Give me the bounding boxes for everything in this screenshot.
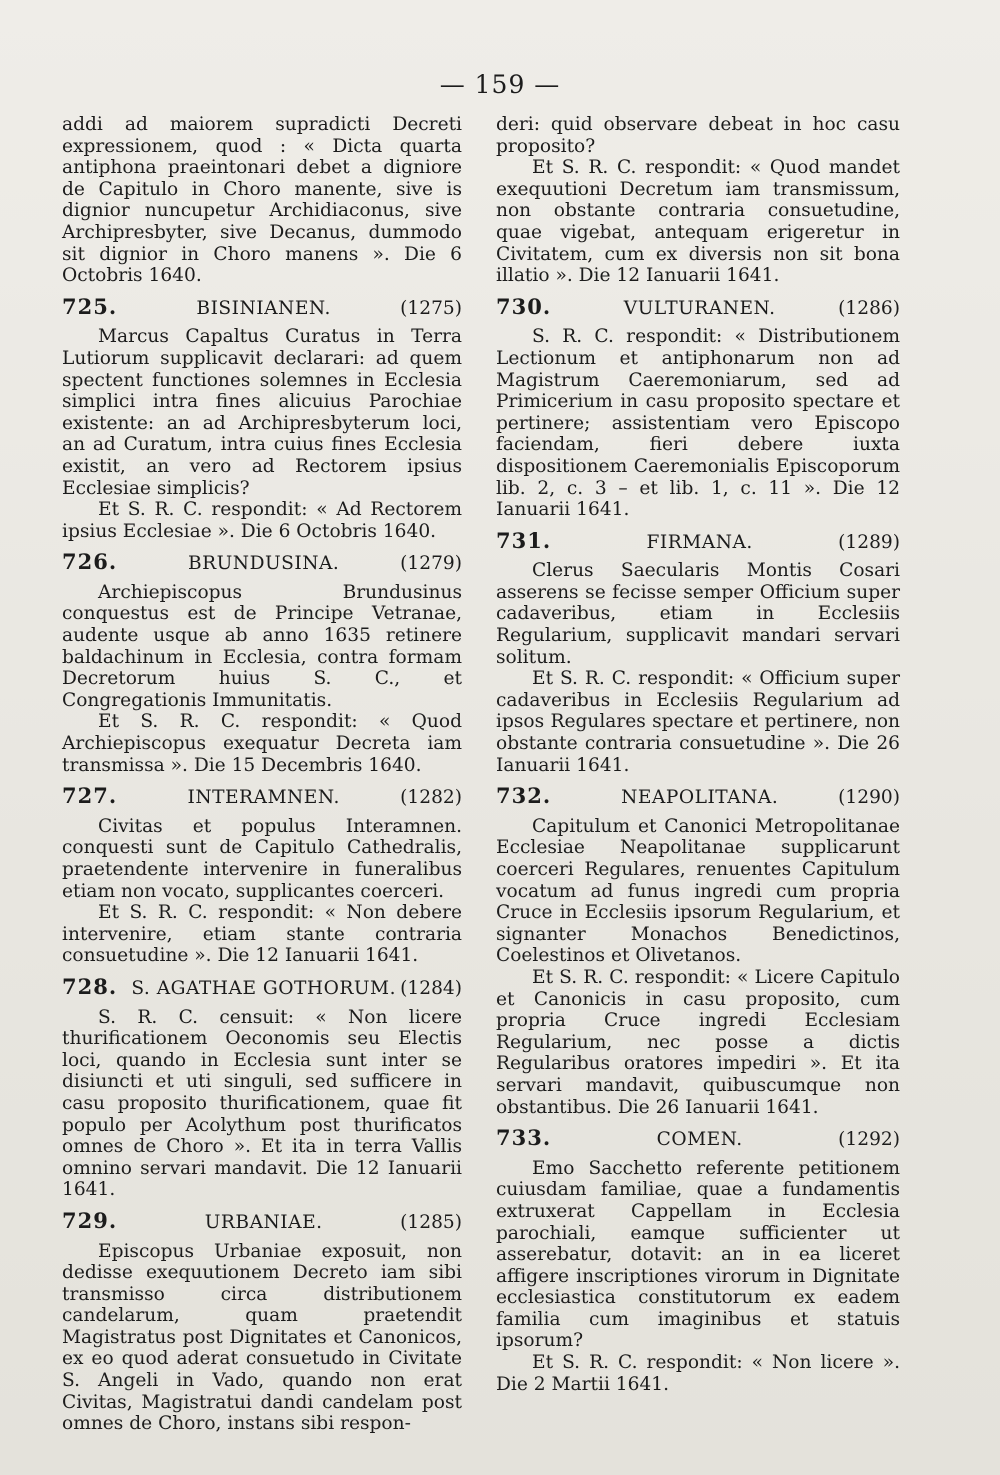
entry-reference: (1279) [400,553,462,575]
entry-paragraph: Et S. R. C. respondit: « Non debere intervenire, etiam stante contraria consuetudine ». Die 12 Ianuarii 1641. [62,902,462,967]
entry-number: 731. [496,527,552,553]
entry-paragraph: S. R. C. respondit: « Distributionem Lectionum et antiphonarum non ad Magistrum Caeremoniarum, sed ad Primicerium in casu proposito spectare et pertinere; assistentiam vero Episcopo faciendam, fieri debere iuxta dispositionem Caeremonialis Episcoporum lib. 2, c. 3 – et lib. 1, c. 11 ». Die 12 Ianuarii 1641. [496,326,900,521]
entry-title: BISINIANEN. [196,297,331,319]
entry-title: URBANIAE. [204,1211,323,1233]
entry-729 [62,1207,462,1435]
entry-title: VULTURANEN. [623,297,776,319]
entry-reference: (1292) [838,1129,900,1151]
entry-paragraph: Civitas et populus Interamnen. conquesti sunt de Capitulo Cathedralis, praetendente intervenire in funeralibus etiam non vocato, supplicantes coerceri. [62,815,462,902]
right-column [496,114,900,1395]
entry-731 [496,527,900,777]
entry-heading [62,785,462,809]
entry-paragraph: Et S. R. C. respondit: « Non licere ». Die 2 Martii 1641. [496,1352,900,1395]
entry-number: 729. [62,1207,118,1233]
entry-reference: (1275) [400,297,462,319]
entry-heading [496,527,900,554]
entry-733 [496,1127,900,1395]
entry-paragraph: Et S. R. C. respondit: « Ad Rectorem ipsius Ecclesiae ». Die 6 Octobris 1640. [62,499,462,542]
entry-title: FIRMANA. [646,531,753,553]
entry-number: 727. [62,783,118,809]
entry-heading [496,1127,900,1151]
entry-reference: (1289) [838,531,900,553]
entry-number: 726. [62,549,118,575]
entry-title: BRUNDUSINA. [187,553,340,575]
entry-paragraph: Marcus Capaltus Curatus in Terra Lutiorum supplicavit declarari: ad quem spectent functiones solemnes in Ecclesia simplici intra fines alicuius Parochiae existente: an ad Archipresbyterum loci, an ad Curatum, intra cuius fines Ecclesia existit, an vero ad Rectorem ipsius Ecclesiae simplicis? [62,326,462,499]
entry-title: S. AGATHAE GOTHORUM. [131,977,397,999]
entry-726 [62,551,462,776]
page-number: — 159 — [439,70,561,99]
entry-paragraph: S. R. C. censuit: « Non licere thurificationem Oeconomis seu Electis loci, quando in Ecclesia sunt inter se disiuncti et uti singuli, sed sufficere in casu proposito thurificationem, quae fit populo per Acolythum post thurificatos omnes de Choro ». Et ita in terra Vallis omnino servari mandavit. Die 12 Ianuarii 1641. [62,1006,462,1201]
continued-text: Et S. R. C. respondit: « Quod mandet exequutioni Decretum iam transmissum, non obstante contraria consuetudine, quae vigebat, antequam erigeretur in Civitatem, cum ex diversis non sit bona illatio ». Die 12 Ianuarii 1641. [496,157,900,287]
entry-heading [62,293,462,320]
continued-text: addi ad maiorem supradicti Decreti expressionem, quod : « Dicta quarta antiphona praeintonari debet a digniore de Capitulo in Choro manente, sive is dignior nuncupetur Archidiaconus, sive Archipresbyter, sive Decanus, dummodo sit dignior in Choro manens ». Die 6 Octobris 1640. [62,114,462,287]
entry-paragraph: Emo Sacchetto referente petitionem cuiusdam familiae, quae a fundamentis extruxerat Cappellam in Ecclesia parochiali, eamque sufficienter ut asserebatur, dotavit: an in ea liceret affigere inscriptiones virorum in Dignitate ecclesiastica constitutorum ex eadem familia cum imaginibus et statuis ipsorum? [496,1157,900,1352]
entry-paragraph: Episcopus Urbaniae exposuit, non dedisse exequutionem Decreto iam sibi transmisso circa distributionem candelarum, quam praetendit Magistratus post Dignitates et Canonicos, ex eo quod aderat consuetudo in Civitate S. Angeli in Vado, quando non erat Civitas, Magistratui dandi candelam post omnes de Choro, instans sibi respon- [62,1240,462,1435]
continued-text: deri: quid observare debeat in hoc casu proposito? [496,114,900,157]
entry-paragraph: Et S. R. C. respondit: « Quod Archiepiscopus exequatur Decreta iam transmissa ». Die 15 Decembris 1640. [62,711,462,776]
entry-heading [62,1207,462,1234]
entry-title: INTERAMNEN. [187,787,340,809]
entry-number: 725. [62,293,118,319]
entry-reference: (1285) [400,1211,462,1233]
entry-number: 733. [496,1125,552,1151]
entry-title: COMEN. [656,1129,743,1151]
entry-reference: (1290) [838,787,900,809]
entry-heading [62,551,462,575]
entry-heading [62,973,462,1000]
entry-reference: (1282) [400,787,462,809]
entry-732 [496,785,900,1118]
entry-reference: (1286) [838,297,900,319]
entry-number: 728. [62,973,118,999]
entry-paragraph: Clerus Saecularis Montis Cosari asserens se fecisse semper Officium super cadaveribus, etiam in Ecclesiis Regularium, supplicavit mandari servari solitum. [496,560,900,668]
entry-paragraph: Archiepiscopus Brundusinus conquestus est de Principe Vetranae, audente usque ab anno 1635 retinere baldachinum in Ecclesia, contra formam Decretorum huius S. C., et Congregationis Immunitatis. [62,581,462,711]
entry-725 [62,293,462,543]
entry-728 [62,973,462,1201]
entry-reference: (1284) [400,977,462,999]
left-column [62,114,462,1435]
entry-paragraph: Et S. R. C. respondit: « Officium super cadaveribus in Ecclesiis Regularium ad ipsos Regulares spectare et pertinere, non obstante contraria consuetudine ». Die 26 Ianuarii 1641. [496,668,900,776]
entry-727 [62,785,462,967]
entry-number: 732. [496,783,552,809]
entry-730 [496,293,900,521]
entry-title: NEAPOLITANA. [621,787,779,809]
entry-heading [496,785,900,809]
entry-paragraph: Capitulum et Canonici Metropolitanae Ecclesiae Neapolitanae supplicarunt coerceri Regulares, renuentes Capitulum vocatum ad funus ingredi cum propria Cruce in Ecclesiis ipsorum Regularium, et signanter Monachos Benedictinos, Coelestinos et Olivetanos. [496,815,900,967]
entry-paragraph: Et S. R. C. respondit: « Licere Capitulo et Canonicis in casu proposito, cum propria Cruce ingredi Ecclesiam Regularium, nec posse a dictis Regularibus oratores impediri ». Et ita servari mandavit, quibuscumque non obstantibus. Die 26 Ianuarii 1641. [496,966,900,1118]
entry-heading [496,293,900,320]
entry-number: 730. [496,293,552,319]
